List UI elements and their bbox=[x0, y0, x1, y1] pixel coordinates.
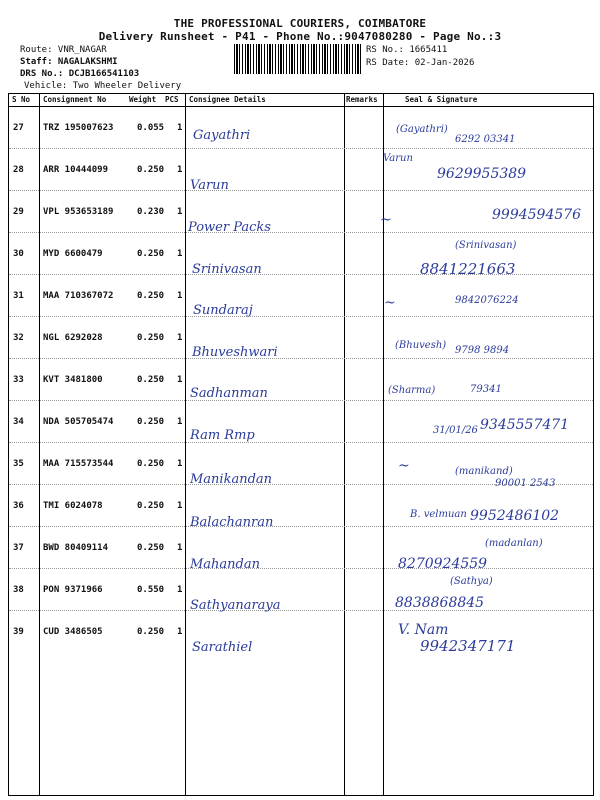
signature-name: B. velmuan bbox=[410, 509, 467, 520]
row-consignment: ARR 10444099 bbox=[43, 165, 109, 175]
row-consignment: TRZ 195007623 bbox=[43, 123, 114, 133]
row-pcs: 1 bbox=[177, 291, 183, 301]
col-sno: S No bbox=[12, 95, 31, 104]
row-sno: 35 bbox=[13, 459, 24, 469]
row-sno: 34 bbox=[13, 417, 24, 427]
row-weight: 0.250 bbox=[137, 333, 165, 343]
row-pcs: 1 bbox=[177, 375, 183, 385]
signature-phone: 9798 9894 bbox=[455, 345, 510, 356]
signature-phone: 6292 03341 bbox=[455, 134, 516, 145]
signature-name: (Sathya) bbox=[450, 576, 493, 587]
signature-name: Varun bbox=[383, 153, 413, 164]
col-pcs: PCS bbox=[165, 95, 179, 104]
col-consignment: Consignment No bbox=[43, 95, 107, 104]
runsheet-subtitle: Delivery Runsheet - P41 - Phone No.:9047080280 - Page No.:3 bbox=[98, 30, 502, 43]
row-consignment: TMI 6024078 bbox=[43, 501, 103, 511]
row-pcs: 1 bbox=[177, 249, 183, 259]
signature-phone: 8838868845 bbox=[395, 595, 485, 611]
row-weight: 0.055 bbox=[137, 123, 165, 133]
signature-phone: 8270924559 bbox=[398, 556, 488, 572]
row-consignment: PON 9371966 bbox=[43, 585, 103, 595]
signature-phone: 90001 2543 bbox=[495, 478, 556, 489]
row-pcs: 1 bbox=[177, 165, 183, 175]
signature-name: (madanlan) bbox=[485, 538, 543, 549]
company-title: THE PROFESSIONAL COURIERS, COIMBATORE bbox=[173, 17, 427, 30]
row-weight: 0.250 bbox=[137, 543, 165, 553]
row-consignment: MAA 710367072 bbox=[43, 291, 114, 301]
barcode bbox=[234, 44, 362, 74]
signature-phone: 9952486102 bbox=[470, 508, 560, 524]
row-weight: 0.250 bbox=[137, 417, 165, 427]
handwritten-name: Ram Rmp bbox=[190, 428, 255, 443]
col-consignee: Consignee Details bbox=[189, 95, 266, 104]
signature-name: (Bhuvesh) bbox=[395, 340, 447, 351]
col-remarks: Remarks bbox=[346, 95, 378, 104]
row-pcs: 1 bbox=[177, 543, 183, 553]
row-weight: 0.250 bbox=[137, 501, 165, 511]
row-sno: 31 bbox=[13, 291, 24, 301]
signature-name: (manikand) bbox=[455, 466, 513, 477]
row-weight: 0.550 bbox=[137, 585, 165, 595]
row-weight: 0.230 bbox=[137, 207, 165, 217]
signature-phone: 9942347171 bbox=[420, 637, 516, 655]
row-pcs: 1 bbox=[177, 207, 183, 217]
row-consignment: CUD 3486505 bbox=[43, 627, 103, 637]
handwritten-name: Srinivasan bbox=[192, 262, 262, 277]
col-seal: Seal & Signature bbox=[405, 95, 478, 104]
row-sno: 38 bbox=[13, 585, 24, 595]
signature-name: (Sharma) bbox=[388, 385, 436, 396]
drs-label: DRS No.: DCJB166541103 bbox=[20, 69, 140, 79]
row-pcs: 1 bbox=[177, 417, 183, 427]
signature-phone: 79341 bbox=[470, 384, 502, 395]
col-weight: Weight bbox=[129, 95, 157, 104]
signature-name: 31/01/26 bbox=[433, 425, 478, 436]
handwritten-name: Bhuveshwari bbox=[192, 345, 278, 360]
rs-number: RS No.: 1665411 bbox=[366, 45, 448, 55]
handwritten-name: Balachanran bbox=[190, 515, 274, 530]
handwritten-name: Mahandan bbox=[190, 557, 261, 572]
route-label: Route: VNR_NAGAR bbox=[20, 45, 107, 55]
handwritten-name: Sadhanman bbox=[190, 386, 268, 401]
row-sno: 33 bbox=[13, 375, 24, 385]
table-row bbox=[9, 358, 593, 400]
row-consignment: NGL 6292028 bbox=[43, 333, 103, 343]
row-weight: 0.250 bbox=[137, 165, 165, 175]
row-sno: 29 bbox=[13, 207, 24, 217]
handwritten-name: Sarathiel bbox=[192, 640, 253, 655]
signature-mark: ~ bbox=[384, 295, 396, 311]
table-row bbox=[9, 568, 593, 610]
signature-mark: ~ bbox=[380, 212, 392, 228]
signature-phone: 9629955389 bbox=[437, 166, 527, 182]
handwritten-name: Sundaraj bbox=[193, 303, 253, 318]
row-consignment: NDA 505705474 bbox=[43, 417, 114, 427]
row-sno: 39 bbox=[13, 627, 24, 637]
row-pcs: 1 bbox=[177, 627, 183, 637]
row-sno: 36 bbox=[13, 501, 24, 511]
row-sno: 37 bbox=[13, 543, 24, 553]
handwritten-name: Gayathri bbox=[193, 128, 251, 143]
signature-name: (Gayathri) bbox=[396, 124, 448, 135]
signature-phone: 9994594576 bbox=[492, 207, 582, 223]
handwritten-name: Sathyanaraya bbox=[190, 598, 281, 613]
runsheet-table bbox=[8, 93, 594, 796]
signature-name: (Srinivasan) bbox=[455, 240, 517, 251]
row-pcs: 1 bbox=[177, 501, 183, 511]
handwritten-name: Power Packs bbox=[188, 220, 271, 235]
signature-name: V. Nam bbox=[398, 622, 449, 638]
row-consignment: KVT 3481800 bbox=[43, 375, 103, 385]
staff-label: Staff: NAGALAKSHMI bbox=[20, 57, 118, 67]
signature-phone: 9842076224 bbox=[455, 295, 519, 306]
row-weight: 0.250 bbox=[137, 375, 165, 385]
row-consignment: MAA 715573544 bbox=[43, 459, 114, 469]
signature-mark: ~ bbox=[398, 458, 410, 474]
handwritten-name: Varun bbox=[190, 178, 229, 193]
signature-phone: 8841221663 bbox=[420, 260, 516, 278]
row-pcs: 1 bbox=[177, 459, 183, 469]
vehicle-label: Vehicle: Two Wheeler Delivery bbox=[24, 81, 182, 91]
row-sno: 28 bbox=[13, 165, 24, 175]
row-sno: 32 bbox=[13, 333, 24, 343]
row-weight: 0.250 bbox=[137, 627, 165, 637]
row-weight: 0.250 bbox=[137, 459, 165, 469]
row-sno: 30 bbox=[13, 249, 24, 259]
row-pcs: 1 bbox=[177, 585, 183, 595]
row-consignment: VPL 953653189 bbox=[43, 207, 114, 217]
row-pcs: 1 bbox=[177, 333, 183, 343]
signature-phone: 9345557471 bbox=[480, 417, 570, 433]
row-sno: 27 bbox=[13, 123, 24, 133]
row-weight: 0.250 bbox=[137, 249, 165, 259]
row-consignment: BWD 80409114 bbox=[43, 543, 109, 553]
row-weight: 0.250 bbox=[137, 291, 165, 301]
row-pcs: 1 bbox=[177, 123, 183, 133]
handwritten-name: Manikandan bbox=[190, 472, 273, 487]
rs-date: RS Date: 02-Jan-2026 bbox=[366, 58, 475, 68]
row-consignment: MYD 6600479 bbox=[43, 249, 103, 259]
